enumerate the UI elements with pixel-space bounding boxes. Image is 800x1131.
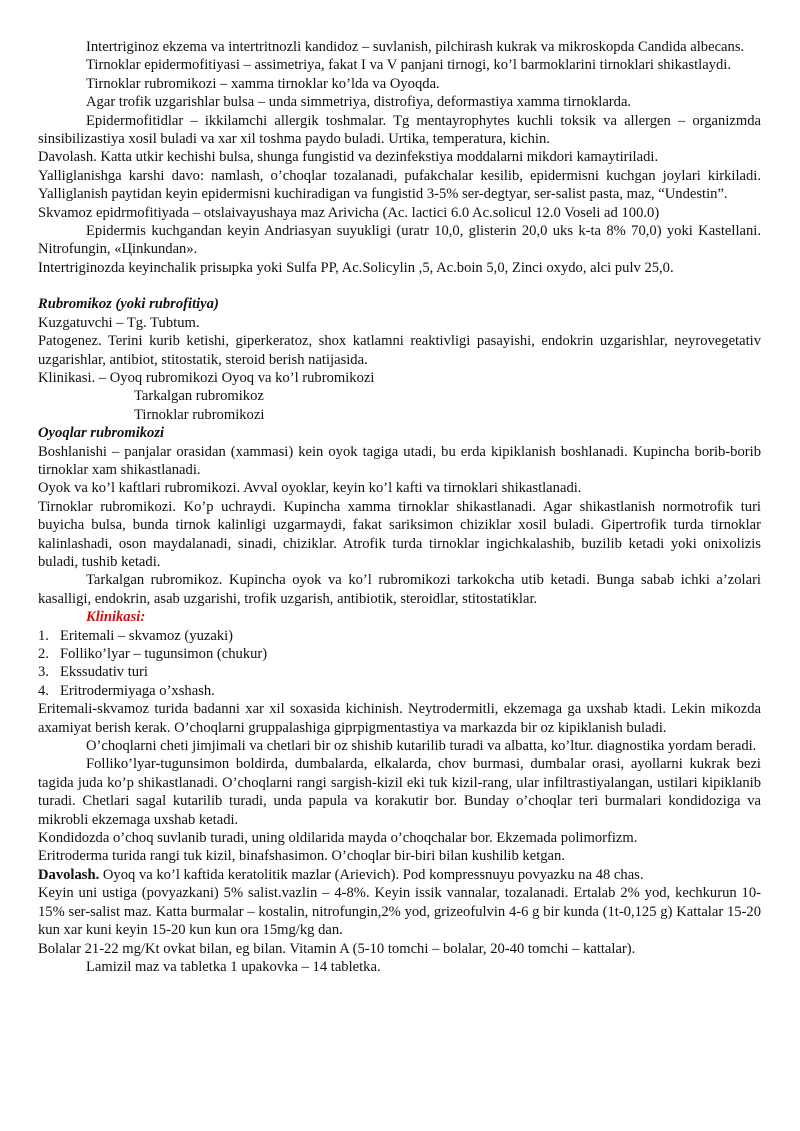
davolash-text: Oyoq va ko’l kaftida keratolitik mazlar (Arievich). Pod kompressnuyu povyazku na 48 chas. — [99, 866, 644, 883]
paragraph-boshlanishi: Boshlanishi – panjalar orasidan (xammasi) kein oyok tagiga utadi, bu erda kipiklanish boshlanadi. Kupincha borib-borib tirnoklar xam shikastlanadi. — [38, 443, 761, 478]
paragraph-tirnoklar-epidermofitiyasi: Tirnoklar epidermofitiyasi – assimetriya, fakat I va V panjani tirnogi, ko’l barmoklarini tirnoklari shikastlaydi. — [86, 57, 731, 74]
paragraph-epidermofitidlar: Epidermofitidlar – ikkilamchi allergik toshmalar. Tg mentayrophytes kuchli toksik va allergen – organizmda sinsibilizastiya xosil buladi va xar xil toshma paydo buladi. Urtika, temperatura, kichin. — [38, 112, 761, 148]
paragraph-tirnoklar-rubromikozi: Tirnoklar rubromikozi – xamma tirnoklar ko’lda va Oyoqda. — [86, 75, 440, 92]
paragraph-lamizil: Lamizil maz va tabletka 1 upakovka – 14 tabletka. — [86, 958, 381, 975]
paragraph-yalliglanish: Yalliglanishga karshi davo: namlash, o’choqlar tozalanadi, pufakchalar kesilib, epidermisni kuchgan joylari kirkiladi. Yalliglanish paytidan keyin epidermisni kuchiradigan va fungistid 3-5% ser-degtyar, ser-salist pasta, maz, “Undestin”. — [38, 167, 761, 203]
paragraph-andriasyan: Epidermis kuchgandan keyin Andriasyan suyukligi (uratr 10,0, glisterin 20,0 uks k-ta 8% 70,0) yoki Kastellani. Nitrofungin, «Цinkundan». — [38, 223, 761, 258]
paragraph-davolash: Davolash. Katta utkir kechishi bulsa, shunga fungistid va dezinfekstiya moddalarni mikdori kamaytiriladi. — [38, 149, 659, 166]
list-item: 1. Eritemali – skvamoz (yuzaki) — [38, 627, 234, 644]
paragraph-intertriginoz: Intertriginoz ekzema va intertritnozli kandidoz – suvlanish, pilchirash kukrak va mikroskopda Candida albecans. — [86, 39, 745, 55]
paragraph-eritemali: Eritemali-skvamoz turida badanni xar xil soxasida kichinish. Neytrodermitli, ekzemaga ga uxshab ktadi. Lekin mikozda axamiyat berish kerak. O’choqlarni gruppalashiga giprpigmentastiya va markazda bir oz kipiklanish buladi. — [38, 701, 761, 736]
paragraph-tirnoklar-turlari: Tirnoklar rubromikozi. Ko’p uchraydi. Kupincha xamma tirnoklar shikastlanadi. Agar shikastlanish normotrofik turi buyicha bulsa, bunda tirnok kalinligi uzgarmaydi, fakat sariksimon chiziklar xosil buladi. Gipertrofik turda tirnoklar kalinlashadi, oson maydalanadi, sinadi, chiziklar. Atrofik turda tirnoklar ingichkalashib, buzilib ketadi yoki onixolizis buladi, tushib ketadi. — [38, 498, 761, 570]
paragraph-tarkalgan: Tarkalgan rubromikoz. Kupincha oyok va ko’l rubromikozi tarkokcha utib ketadi. Bunga sabab ichki a’zolari kasalligi, endokrin, asab uzgarishi, trofik uzgarish, antibiotik, steroidlar, stitostatiklar. — [38, 572, 761, 607]
list-item: 2. Folliko’lyar – tugunsimon (chukur) — [38, 646, 268, 662]
spacer — [38, 277, 761, 295]
subitem-tarkalgan: Tarkalgan rubromikoz — [134, 388, 264, 405]
paragraph-trofik: Agar trofik uzgarishlar bulsa – unda simmetriya, distrofiya, deformastiya xamma tirnoklarda. — [86, 94, 632, 111]
paragraph-intertriginozda: Intertriginozda keyinchalik prisыpka yoki Sulfa PP, Ac.Solicylin ,5, Ac.boin 5,0, Zinci oxydo, alci pulv 25,0. — [38, 259, 674, 276]
paragraph-klinikasi: Klinikasi. – Oyoq rubromikozi Oyoq va ko’l rubromikozi — [38, 369, 375, 386]
paragraph-kondidozda: Kondidozda o’choq suvlanib turadi, uning oldilarida mayda o’choqchalar bor. Ekzemada polimorfizm. — [38, 830, 638, 847]
list-item: 3. Ekssudativ turi — [38, 664, 148, 681]
subitem-tirnoklar: Tirnoklar rubromikozi — [134, 406, 265, 423]
paragraph-kuzgatuvchi: Kuzgatuvchi – Tg. Tubtum. — [38, 314, 200, 331]
paragraph-davolash-2 — [38, 866, 761, 884]
heading-oyoqlar-rubromikozi: Oyoqlar rubromikozi — [38, 425, 165, 442]
paragraph-keyin: Keyin uni ustiga (povyazkani) 5% salist.vazlin – 4-8%. Keyin issik vannalar, tozalanadi. Ertalab 2% yod, kechkurun 10-15% ser-salist maz. Katta burmalar – kostalin, nitrofungin,2% yod, grizeofulvin 4-6 g bir kunda (1t-0,125 g) Kattalar 15-20 kun xar kuni keyin 15-20 kun kun ora 15mg/kg dan. — [38, 885, 761, 939]
list-item: 4. Eritrodermiyaga o’xshash. — [38, 682, 215, 699]
numbered-list — [38, 627, 761, 701]
paragraph-patogenez: Patogenez. Terini kurib ketishi, giperkeratoz, shox katlamni reaktivligi pasayishi, endokrin uzgarishlar, neyrovegetativ uzgarishlar, antibiot, stitostatik, steroid berish natijasida. — [38, 333, 761, 368]
paragraph-follikolyar: Folliko’lyar-tugunsimon boldirda, dumbalarda, elkalarda, chov burmasi, dumbalar orasi, ayollarni kukrak bezi tagida juda ko’p shikastlanadi. O’choqlarni rangi sargish-kizil eki tuk kizil-rang, ular infiltrastiyalangan, ustilari kipiklanib turadi. Chetlari sagal kutarilib turadi, unda papula va korakutir bor. Bunday o’choqlar teri burmalari kondidoziga va mikrobli ekzemaga uxshab ketadi. — [38, 756, 761, 828]
paragraph-oyok-kaftlari: Oyok va ko’l kaftlari rubromikozi. Avval oyoklar, keyin ko’l kafti va tirnoklari shikastlanadi. — [38, 480, 582, 497]
davolash-label: Davolash. — [38, 866, 100, 883]
paragraph-skvamoz: Skvamoz epidrmofitiyada – otslaivayushaya maz Arivicha (Ac. lactici 6.0 Ac.solicul 12.0 Voseli ad 100.0) — [38, 204, 660, 221]
heading-klinikasi: Klinikasi: — [86, 609, 146, 626]
paragraph-bolalar: Bolalar 21-22 mg/Kt ovkat bilan, eg bilan. Vitamin A (5-10 tomchi – bolalar, 20-40 tomchi – kattalar). — [38, 940, 636, 957]
paragraph-ochoqlar-cheti: O’choqlarni cheti jimjimali va chetlari bir oz shishib kutarilib turadi va albatta, ko’ltur. diagnostika yordam beradi. — [86, 738, 757, 755]
paragraph-eritroderma: Eritroderma turida rangi tuk kizil, binafshasimon. O’choqlar bir-biri bilan kushilib ketgan. — [38, 848, 565, 865]
heading-rubromikoz: Rubromikoz (yoki rubrofitiya) — [38, 296, 219, 313]
